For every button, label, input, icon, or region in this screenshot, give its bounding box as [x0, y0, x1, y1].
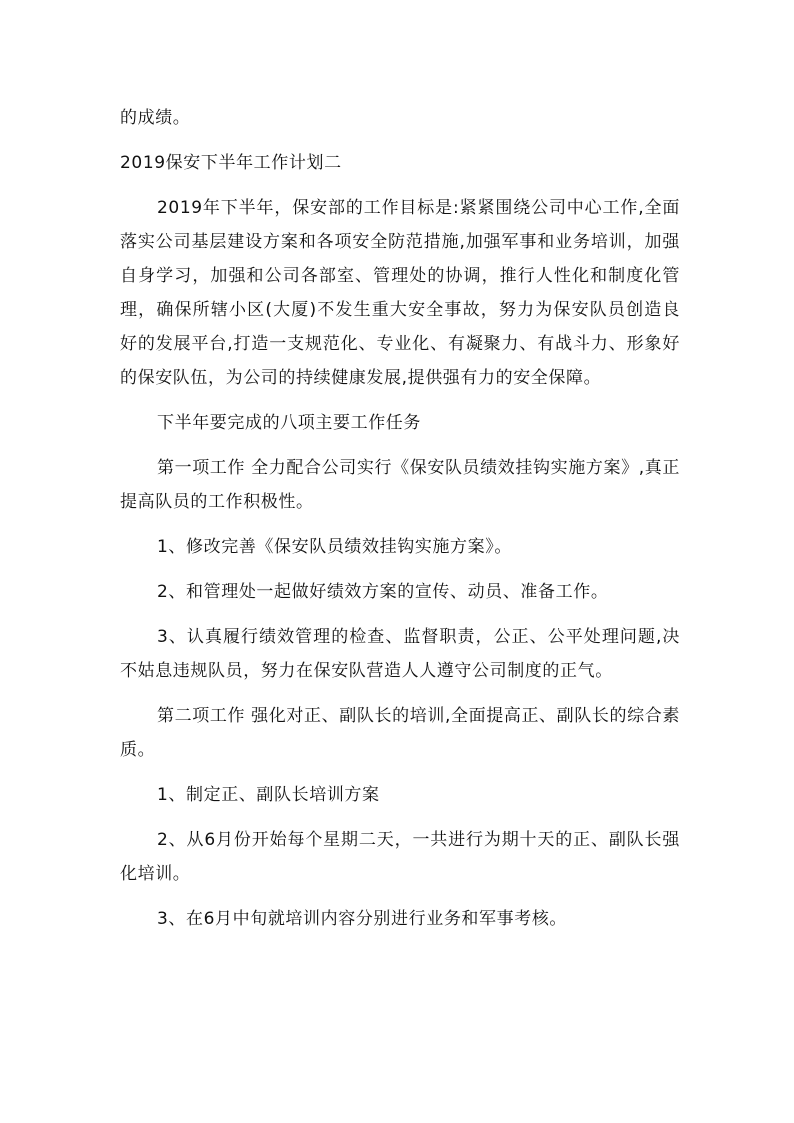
- paragraph-tasks-heading: 下半年要完成的八项主要工作任务: [157, 413, 421, 433]
- list-item: 1、制定正、副队长培训方案: [157, 785, 380, 805]
- list-item: 2、从6月份开始每个星期二天，一共进行为期十天的正、副队长强化培训。: [120, 830, 680, 884]
- list-item: 3、在6月中旬就培训内容分别进行业务和军事考核。: [157, 909, 568, 929]
- paragraph-task-2: 第二项工作 强化对正、副队长的培训,全面提高正、副队长的综合素质。: [120, 706, 680, 760]
- document-body: [120, 101, 680, 947]
- paragraph-goals: 2019年下半年，保安部的工作目标是:紧紧围绕公司中心工作,全面落实公司基层建设方案和各项安全防范措施,加强军事和业务培训，加强自身学习，加强和公司各部室、管理处的协调，推行人性化和制度化管理，确保所辖小区(大厦)不发生重大安全事故，努力为保安队员创造良好的发展平台,打造一支规范化、专业化、有凝聚力、有战斗力、形象好的保安队伍，为公司的持续健康发展,提供强有力的安全保障。: [120, 198, 680, 388]
- list-item: 2、和管理处一起做好绩效方案的宣传、动员、准备工作。: [157, 582, 609, 602]
- paragraph-continuation: 的成绩。: [120, 108, 191, 128]
- paragraph-task-1: 第一项工作 全力配合公司实行《保安队员绩效挂钩实施方案》,真正提高队员的工作积极性。: [120, 458, 680, 512]
- section-title: 2019保安下半年工作计划二: [120, 153, 342, 173]
- list-item: 3、认真履行绩效管理的检查、监督职责，公正、公平处理问题,决不姑息违规队员，努力在保安队营造人人遵守公司制度的正气。: [120, 627, 680, 681]
- list-item: 1、修改完善《保安队员绩效挂钩实施方案》。: [157, 537, 512, 557]
